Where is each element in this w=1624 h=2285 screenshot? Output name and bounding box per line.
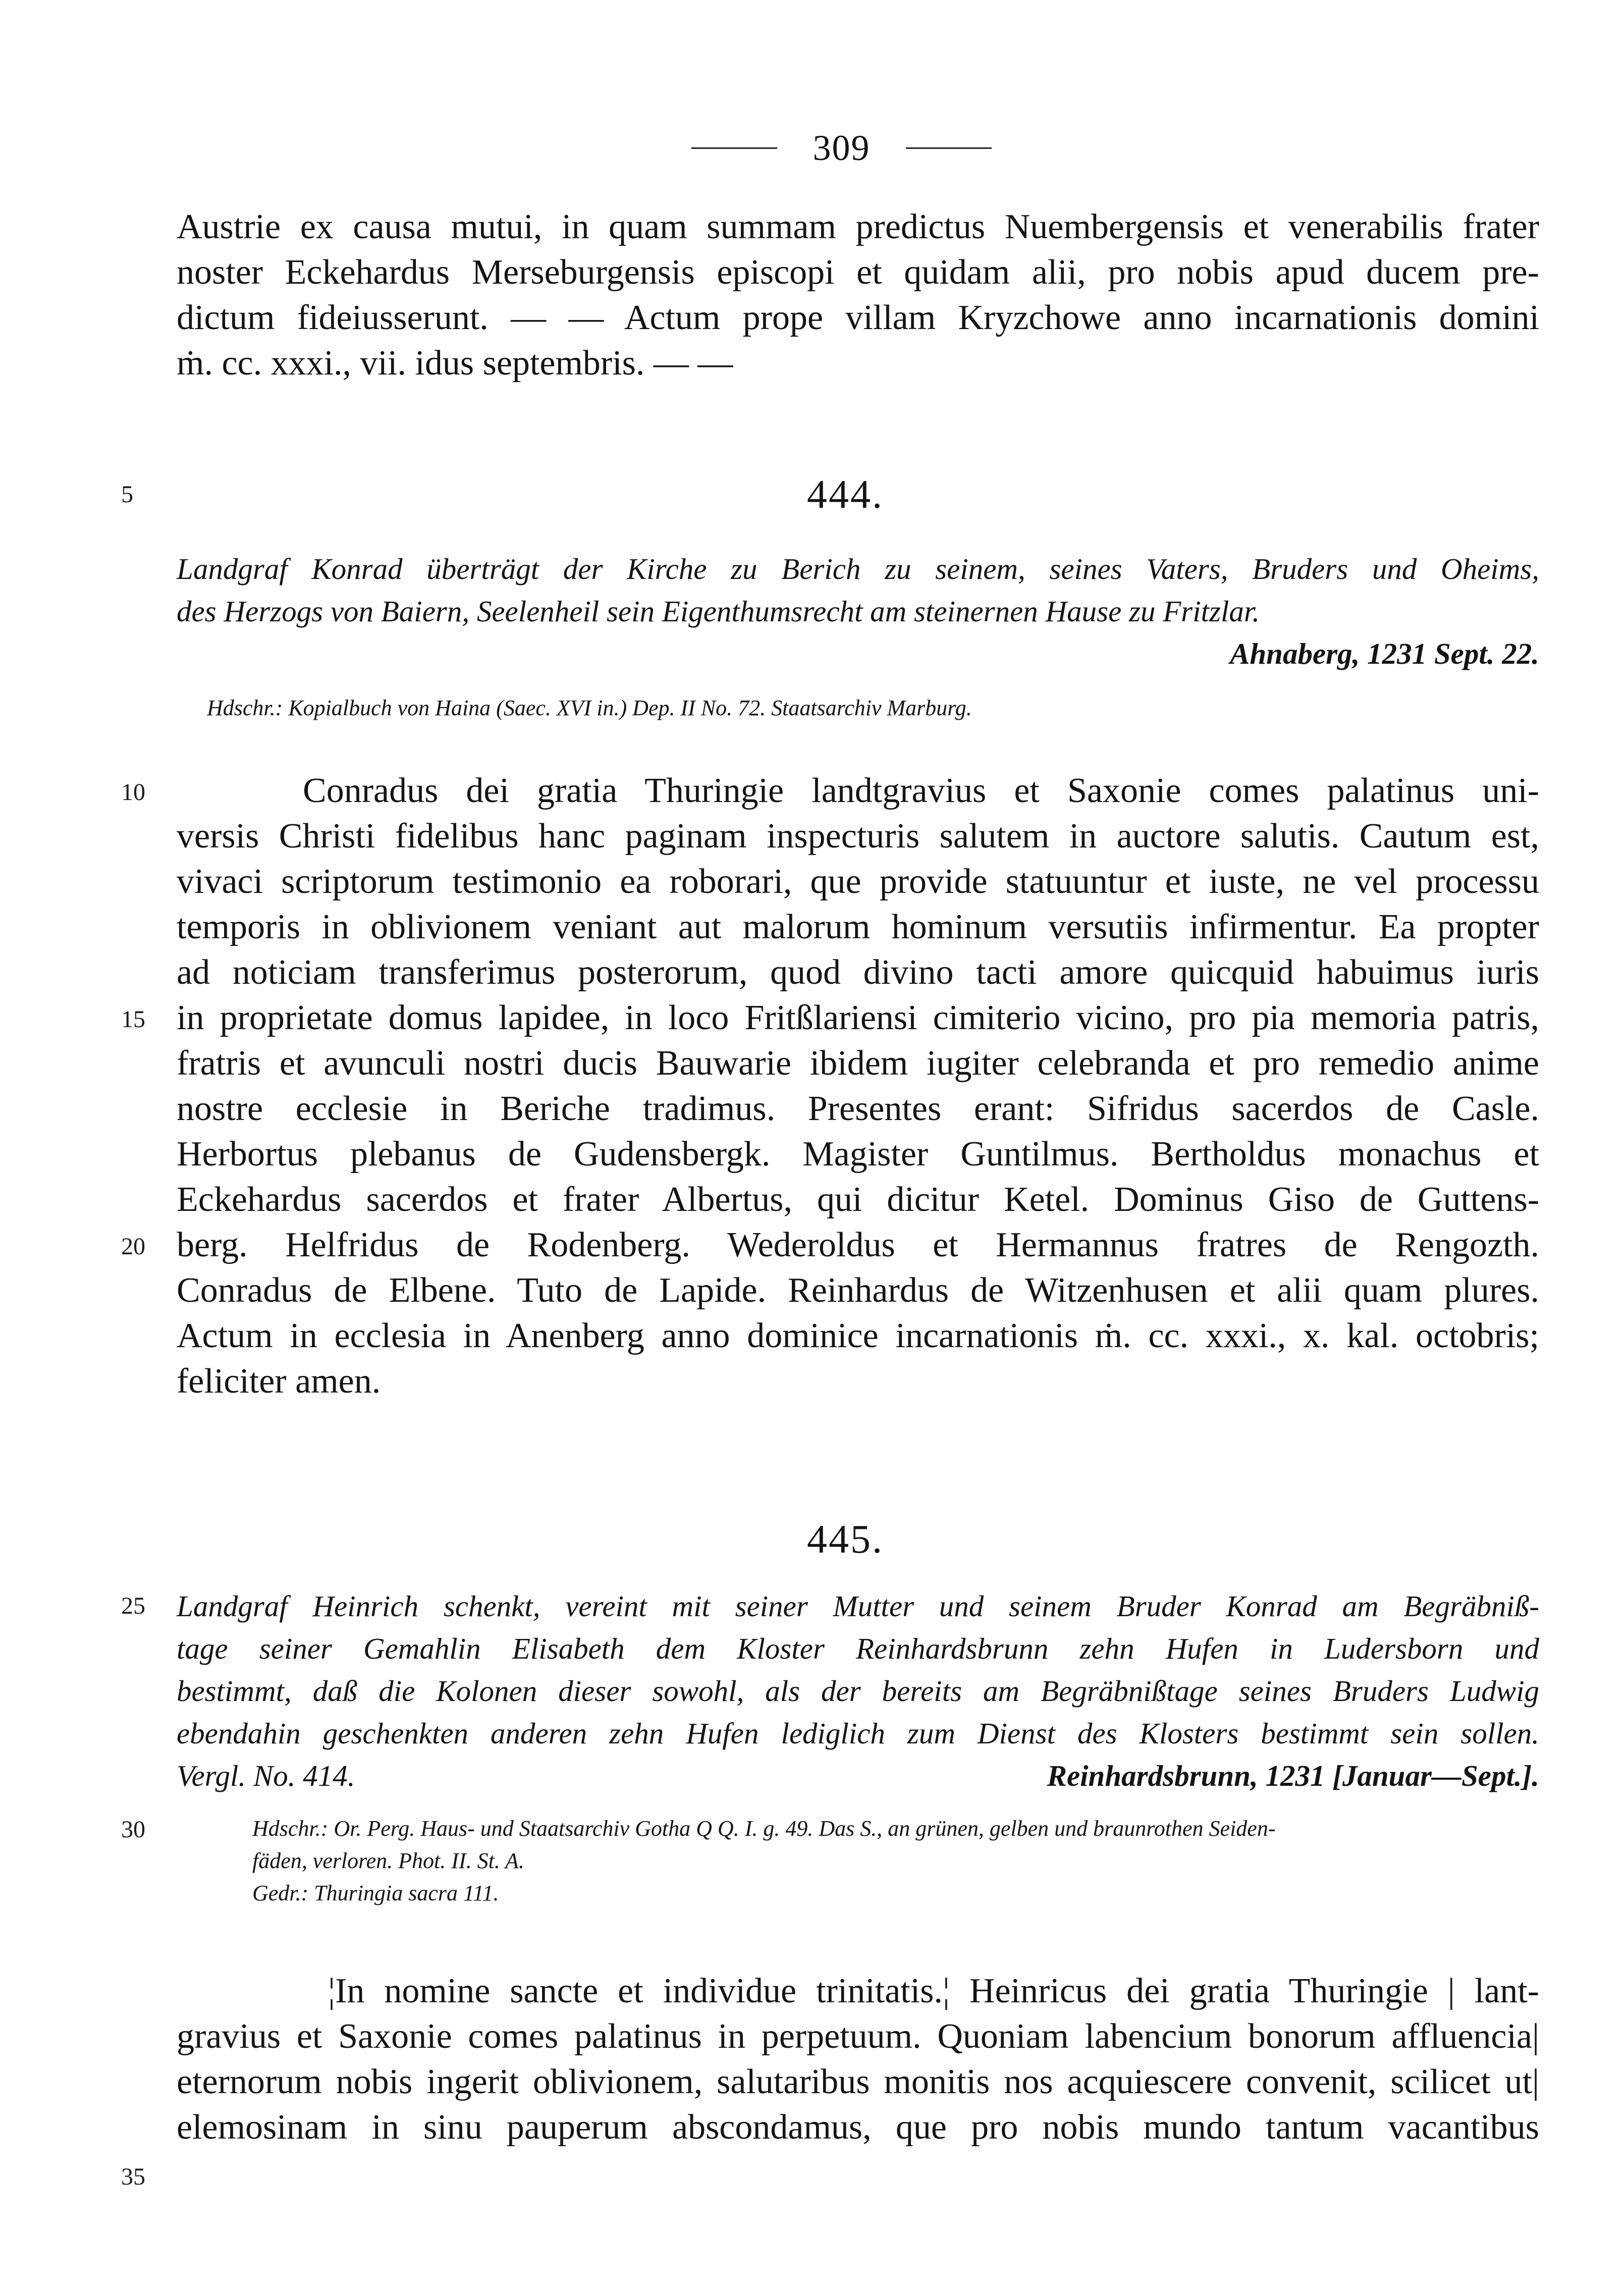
source-line: Hdschr.: Kopialbuch von Haina (Saec. XVI in.) Dep. II No. 72. Staatsarchiv Marburg. <box>207 696 972 720</box>
text-444 <box>177 768 1539 1404</box>
text-line: feliciter amen. <box>177 1362 381 1401</box>
line-number: 5 <box>121 481 133 508</box>
header-rule-right <box>906 147 992 149</box>
regest-445 <box>177 1585 1539 1802</box>
line-number: 25 <box>121 1592 145 1619</box>
text-line: Actum in ecclesia in Anenberg anno dominice incarnationis ṁ. cc. xxxi., x. kal. octobris; <box>177 1316 1539 1355</box>
text-line: Herbortus plebanus de Gudensbergk. Magister Guntilmus. Bertholdus monachus et <box>177 1135 1539 1174</box>
document-number-444: 444. <box>807 472 884 517</box>
line-number: 15 <box>121 1006 145 1033</box>
regest-line: tage seiner Gemahlin Elisabeth dem Kloster Reinhardsbrunn zehn Hufen in Ludersborn und <box>177 1632 1539 1665</box>
regest-line: Landgraf Heinrich schenkt, vereint mit seiner Mutter und seinem Bruder Konrad am Begräbniß- <box>177 1589 1539 1623</box>
header-rule-left <box>691 147 777 149</box>
text-line: noster Eckehardus Merseburgensis episcopi et quidam alii, pro nobis apud ducem pre- <box>177 253 1539 292</box>
text-line: vivaci scriptorum testimonio ea roborari, que provide statuuntur et iuste, ne vel processu <box>177 862 1539 901</box>
regest-line: ebendahin geschenkten anderen zehn Hufen lediglich zum Dienst des Klosters bestimmt sein sollen. <box>177 1717 1539 1750</box>
page-header <box>0 125 1624 171</box>
text-line: berg. Helfridus de Rodenberg. Wederoldus et Hermannus fratres de Rengozth. <box>177 1226 1539 1264</box>
source-line: Hdschr.: Or. Perg. Haus- und Staatsarchiv Gotha Q Q. I. g. 49. Das S., an grünen, gelben und braunrothen Seiden- <box>252 1816 1276 1841</box>
source-445 <box>177 1812 1539 1918</box>
text-line: versis Christi fidelibus hanc paginam inspecturis salutem in auctore salutis. Cautum est, <box>177 817 1539 856</box>
line-number: 30 <box>121 1816 145 1843</box>
text-line: eternorum nobis ingerit oblivionem, salutaribus monitis nos acquiescere convenit, scilicet ut| <box>177 2062 1539 2101</box>
regest-line: bestimmt, daß die Kolonen dieser sowohl, als der bereits am Begräbnißtage seines Bruders Ludwig <box>177 1674 1539 1708</box>
regest-line: des Herzogs von Baiern, Seelenheil sein Eigenthumsrecht am steinernen Hause zu Fritzlar. <box>177 595 1260 628</box>
text-line: dictum fideiusserunt. — — Actum prope villam Kryzchowe anno incarnationis domini <box>177 298 1539 337</box>
text-line: ¦In nomine sancte et individue trinitatis.¦ Heinricus dei gratia Thuringie | lant- <box>328 1972 1539 2010</box>
place-date: Reinhardsbrunn, 1231 [Januar—Sept.]. <box>1047 1759 1539 1792</box>
text-line: temporis in oblivionem veniant aut malorum hominum versutiis infirmentur. Ea propter <box>177 908 1539 946</box>
document-number-445: 445. <box>807 1517 884 1562</box>
line-number: 35 <box>121 2163 145 2190</box>
text-line: Conradus dei gratia Thuringie landtgravius et Saxonie comes palatinus uni- <box>303 771 1539 810</box>
source-line: fäden, verloren. Phot. II. St. A. <box>252 1848 524 1873</box>
text-line: fratris et avunculi nostri ducis Bauwarie ibidem iugiter celebranda et pro remedio anime <box>177 1044 1539 1083</box>
line-number: 10 <box>121 779 145 806</box>
source-line: Gedr.: Thuringia sacra 111. <box>252 1881 499 1905</box>
text-line: Austrie ex causa mutui, in quam summam predictus Nuembergensis et venerabilis frater <box>177 207 1539 246</box>
text-445 <box>177 1969 1539 2155</box>
page-number: 309 <box>813 128 871 168</box>
text-line: Conradus de Elbene. Tuto de Lapide. Reinhardus de Witzenhusen et alii quam plures. <box>177 1271 1539 1310</box>
regest-444 <box>177 548 1539 679</box>
intro-text <box>177 204 1539 386</box>
text-line: elemosinam in sinu pauperum abscondamus, que pro nobis mundo tantum vacantibus <box>177 2108 1539 2147</box>
regest-reference: Vergl. No. 414. <box>177 1759 355 1792</box>
text-line: nostre ecclesie in Beriche tradimus. Presentes erant: Sifridus sacerdos de Casle. <box>177 1089 1539 1128</box>
text-line: gravius et Saxonie comes palatinus in perpetuum. Quoniam labencium bonorum affluencia| <box>177 2017 1539 2056</box>
regest-line: Landgraf Konrad überträgt der Kirche zu Berich zu seinem, seines Vaters, Bruders und Oheims, <box>177 552 1539 586</box>
place-date: Ahnaberg, 1231 Sept. 22. <box>1229 637 1539 670</box>
text-line: Eckehardus sacerdos et frater Albertus, qui dicitur Ketel. Dominus Giso de Guttens- <box>177 1180 1539 1219</box>
text-line: in proprietate domus lapidee, in loco Fritßlariensi cimiterio vicino, pro pia memoria patris, <box>177 998 1539 1037</box>
text-line: ṁ. cc. xxxi., vii. idus septembris. — — <box>177 344 733 383</box>
source-444 <box>177 692 1539 727</box>
text-line: ad noticiam transferimus posterorum, quod divino tacti amore quicquid habuimus iuris <box>177 953 1539 992</box>
line-number: 20 <box>121 1233 145 1260</box>
